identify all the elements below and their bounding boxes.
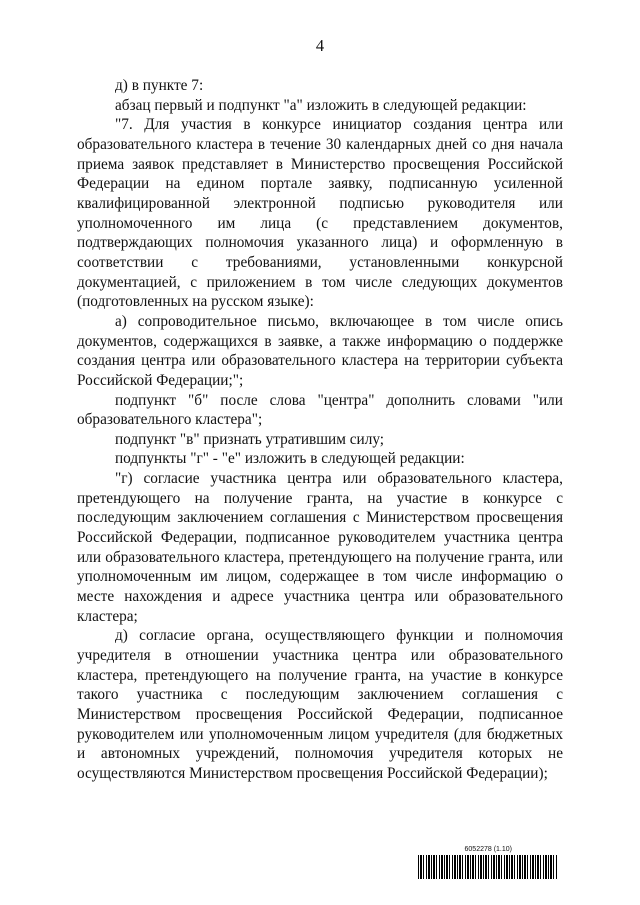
paragraph-item-d: д) в пункте 7: (115, 77, 204, 94)
page-number: 4 (315, 36, 325, 55)
paragraph-subpoint-a: а) сопроводительное письмо, включающее в том числе опись документов, содержащихся в заявке, а также информацию о поддержке создания центра или образовательного кластера на территории субъекта Российской Федерации;"; (77, 312, 563, 389)
paragraph-abzac-pervyi: абзац первый и подпункт "а" изложить в следующей редакции: (115, 96, 527, 114)
paragraph-subpoint-d: д) согласие органа, осуществляющего функции и полномочия учредителя в отношении участника центра или образовательного кластера, претендующего на получение гранта, на участие в конкурсе такого участника с последующим заключением соглашения с Министерством просвещения Российской Федерации, подписанное руководителем или уполномоченным лицом учредителя (для бюджетных и автономных учреждений, полномочия учредителя которых не осуществляются Министерством просвещения Российской Федерации); (77, 627, 563, 782)
barcode (418, 846, 558, 879)
barcode-bars (418, 855, 558, 879)
paragraph-subpoint-b: подпункт "б" после слова "центра" дополнить словами "или образовательного кластера"; (77, 391, 563, 429)
document-body (77, 76, 563, 784)
barcode-label: 6052278 (1.10) (464, 846, 512, 853)
paragraph-subpoints-g-e: подпункты "г" - "е" изложить в следующей редакции: (115, 450, 465, 468)
paragraph-subpoint-g: "г) согласие участника центра или образовательного кластера, претендующего на получение гранта, на участие в конкурсе с последующим заключением соглашения с Министерством просвещения Российской Федерации, подписанное руководителем участника центра или образовательного кластера, претендующего на получение гранта, или уполномоченным им лицом, содержащее в том числе информацию о месте нахождения и адресе участника центра или образовательного кластера; (77, 470, 563, 625)
paragraph-point-7: "7. Для участия в конкурсе инициатор создания центра или образовательного кластера в течение 30 календарных дней со дня начала приема заявок представляет в Министерство просвещения Российской Федерации на едином портале заявку, подписанную усиленной квалифицированной электронной подписью руководителя или уполномоченного им лица (с представлением документов, подтверждающих полномочия указанного лица) и оформленную в соответствии с требованиями, установленными конкурсной документацией, с приложением в том числе следующих документов (подготовленных на русском языке): (77, 116, 563, 311)
paragraph-subpoint-v: подпункт "в" признать утратившим силу; (115, 430, 385, 448)
